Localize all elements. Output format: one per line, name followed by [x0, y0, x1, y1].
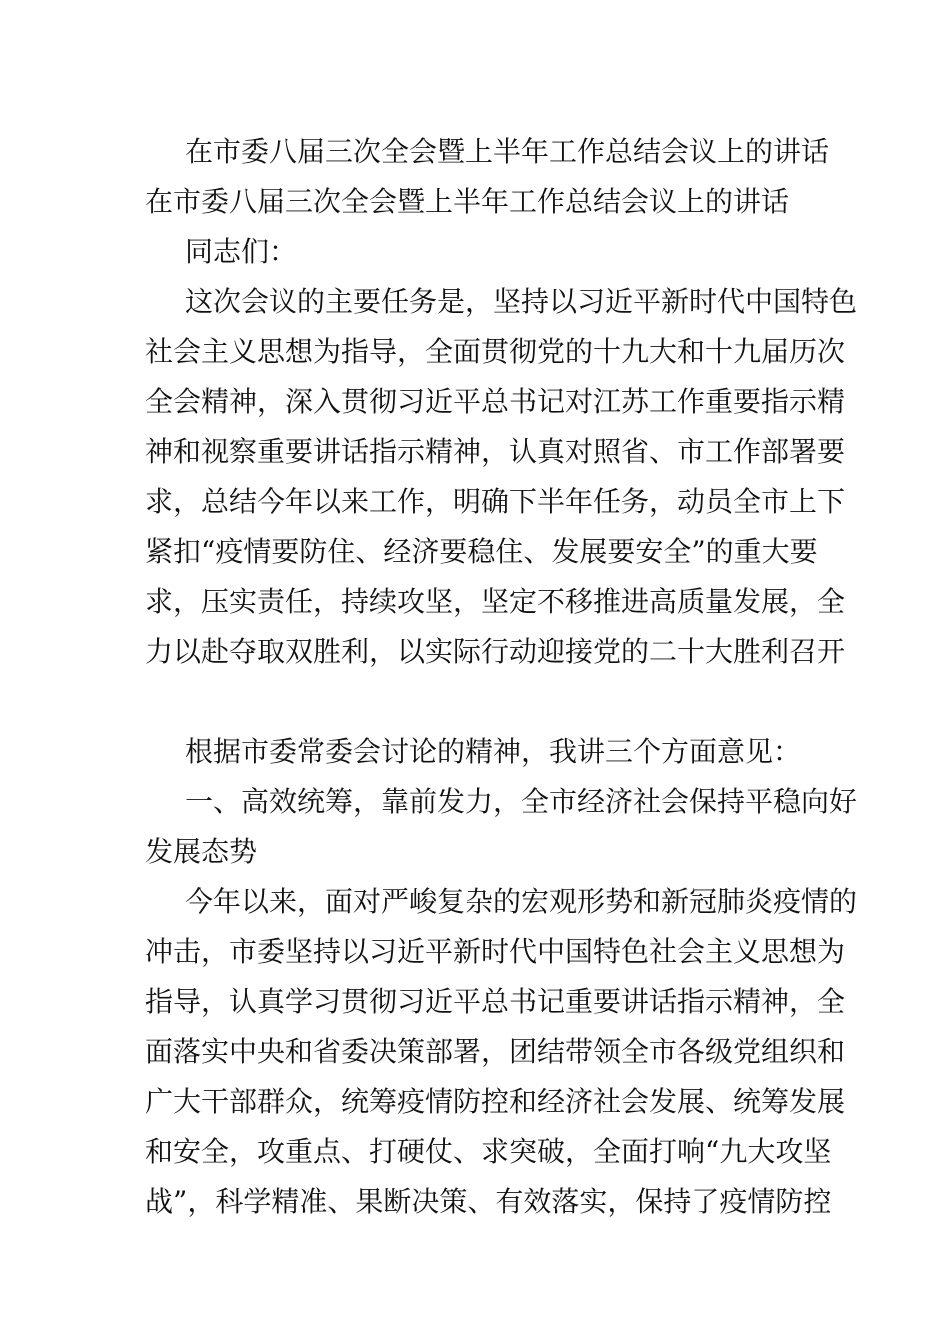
paragraph-3-line: 和安全，攻重点、打硬仗、求突破，全面打响“九大攻坚 — [145, 1135, 832, 1168]
section-heading-1: 一、高效统筹，靠前发力，全市经济社会保持平稳向好 — [185, 785, 858, 818]
document-title: 在市委八届三次全会暨上半年工作总结会议上的讲话 — [185, 135, 830, 168]
document-title-repeat: 在市委八届三次全会暨上半年工作总结会议上的讲话 — [145, 185, 790, 218]
paragraph-1-line: 求，总结今年以来工作，明确下半年任务，动员全市上下 — [145, 485, 846, 518]
paragraph-3-line: 今年以来，面对严峻复杂的宏观形势和新冠肺炎疫情的 — [185, 885, 858, 918]
paragraph-1-line: 求，压实责任，持续攻坚，坚定不移推进高质量发展，全 — [145, 585, 846, 618]
paragraph-1-line: 力以赴夺取双胜利，以实际行动迎接党的二十大胜利召开 — [145, 635, 846, 668]
paragraph-1-line: 这次会议的主要任务是，坚持以习近平新时代中国特色 — [185, 285, 858, 318]
paragraph-3-line: 面落实中央和省委决策部署，团结带领全市各级党组织和 — [145, 1035, 846, 1068]
paragraph-3-line: 战”，科学精准、果断决策、有效落实，保持了疫情防控 — [145, 1185, 832, 1218]
paragraph-3-line: 冲击，市委坚持以习近平新时代中国特色社会主义思想为 — [145, 935, 846, 968]
salutation: 同志们： — [185, 235, 298, 268]
section-heading-1-cont: 发展态势 — [145, 835, 258, 868]
paragraph-1-line: 社会主义思想为指导，全面贯彻党的十九大和十九届历次 — [145, 335, 846, 368]
paragraph-1-line: 神和视察重要讲话指示精神，认真对照省、市工作部署要 — [145, 435, 846, 468]
paragraph-3-line: 广大干部群众，统筹疫情防控和经济社会发展、统筹发展 — [145, 1085, 846, 1118]
paragraph-1-line: 全会精神，深入贯彻习近平总书记对江苏工作重要指示精 — [145, 385, 846, 418]
paragraph-1-line: 紧扣“疫情要防住、经济要稳住、发展要安全”的重大要 — [145, 535, 818, 568]
paragraph-2: 根据市委常委会讨论的精神，我讲三个方面意见： — [185, 735, 802, 768]
paragraph-3-line: 指导，认真学习贯彻习近平总书记重要讲话指示精神，全 — [145, 985, 846, 1018]
